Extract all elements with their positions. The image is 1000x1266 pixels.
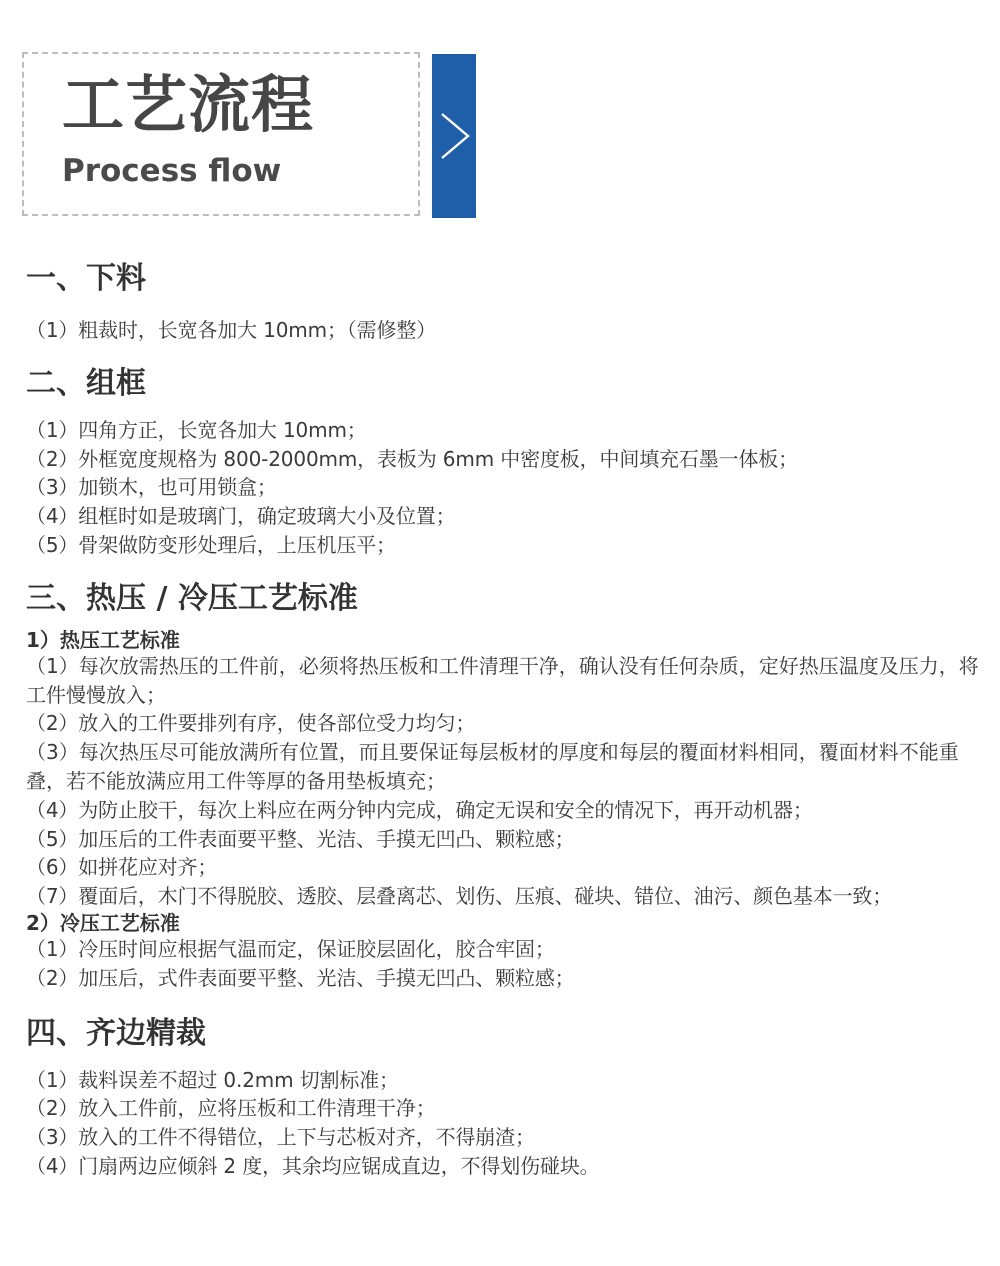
list-item: （3）每次热压尽可能放满所有位置，而且要保证每层板材的厚度和每层的覆面材料相同，覆面材料不能重叠，若不能放满应用工件等厚的备用垫板填充； [26,740,959,793]
list-item: （1）冷压时间应根据气温而定，保证胶层固化，胶合牢固； [26,936,555,961]
list-item: （4）门扇两边应倾斜 2 度，其余均应锯成直边，不得划伤碰块。 [26,1153,600,1178]
section-title: 一、下料 [26,261,146,296]
header-box [22,52,420,216]
list-item: （2）放入工件前，应将压板和工件清理干净； [26,1096,436,1121]
subsection-title-hot-press: 1）热压工艺标准 [26,627,180,652]
list-item: （4）为防止胶干，每次上料应在两分钟内完成，确定无误和安全的情况下，再开动机器； [26,797,813,822]
list-item: （3）放入的工件不得错位，上下与芯板对齐，不得崩渣； [26,1125,535,1150]
subsection-title-cold-press: 2）冷压工艺标准 [26,910,180,935]
list-item: （1）四角方正，长宽各加大 10mm； [26,417,367,442]
list-item: （1）粗裁时，长宽各加大 10mm；（需修整） [26,318,437,342]
list-item: （2）加压后，式件表面要平整、光洁、手摸无凹凸、颗粒感； [26,965,575,990]
section-cutting [26,261,988,345]
page-title: 工艺流程 [62,68,315,141]
page-subtitle: Process flow [62,153,282,189]
section-edge-trimming [26,1015,988,1181]
list-item: （5）加压后的工件表面要平整、光洁、手摸无凹凸、颗粒感； [26,826,575,851]
list-item: （2）外框宽度规格为 800-2000mm，表板为 6mm 中密度板，中间填充石墨一体板； [26,446,798,471]
list-item: （5）骨架做防变形处理后，上压机压平； [26,532,396,557]
section-framing [26,365,988,560]
list-item: （4）组框时如是玻璃门，确定玻璃大小及位置； [26,504,456,529]
list-item: （7）覆面后，木门不得脱胶、透胶、层叠离芯、划伤、压痕、碰块、错位、油污、颜色基本一致； [26,884,893,909]
list-item: （6）如拼花应对齐； [26,855,218,880]
section-title: 四、齐边精裁 [26,1015,206,1051]
section-title: 三、热压 / 冷压工艺标准 [26,580,358,616]
list-item: （1）裁料误差不超过 0.2mm 切割标准； [26,1067,399,1092]
list-item: （2）放入的工件要排列有序，使各部位受力均匀； [26,711,476,736]
chevron-right-icon [432,54,476,218]
section-title: 二、组框 [26,365,146,401]
list-item: （1）每次放需热压的工件前，必须将热压板和工件清理干净，确认没有任何杂质，定好热压温度及压力，将工件慢慢放入； [26,653,979,707]
process-content [26,256,988,1181]
list-item: （3）加锁木，也可用锁盒； [26,475,277,500]
accent-bar [432,54,476,218]
section-pressing [26,580,988,993]
